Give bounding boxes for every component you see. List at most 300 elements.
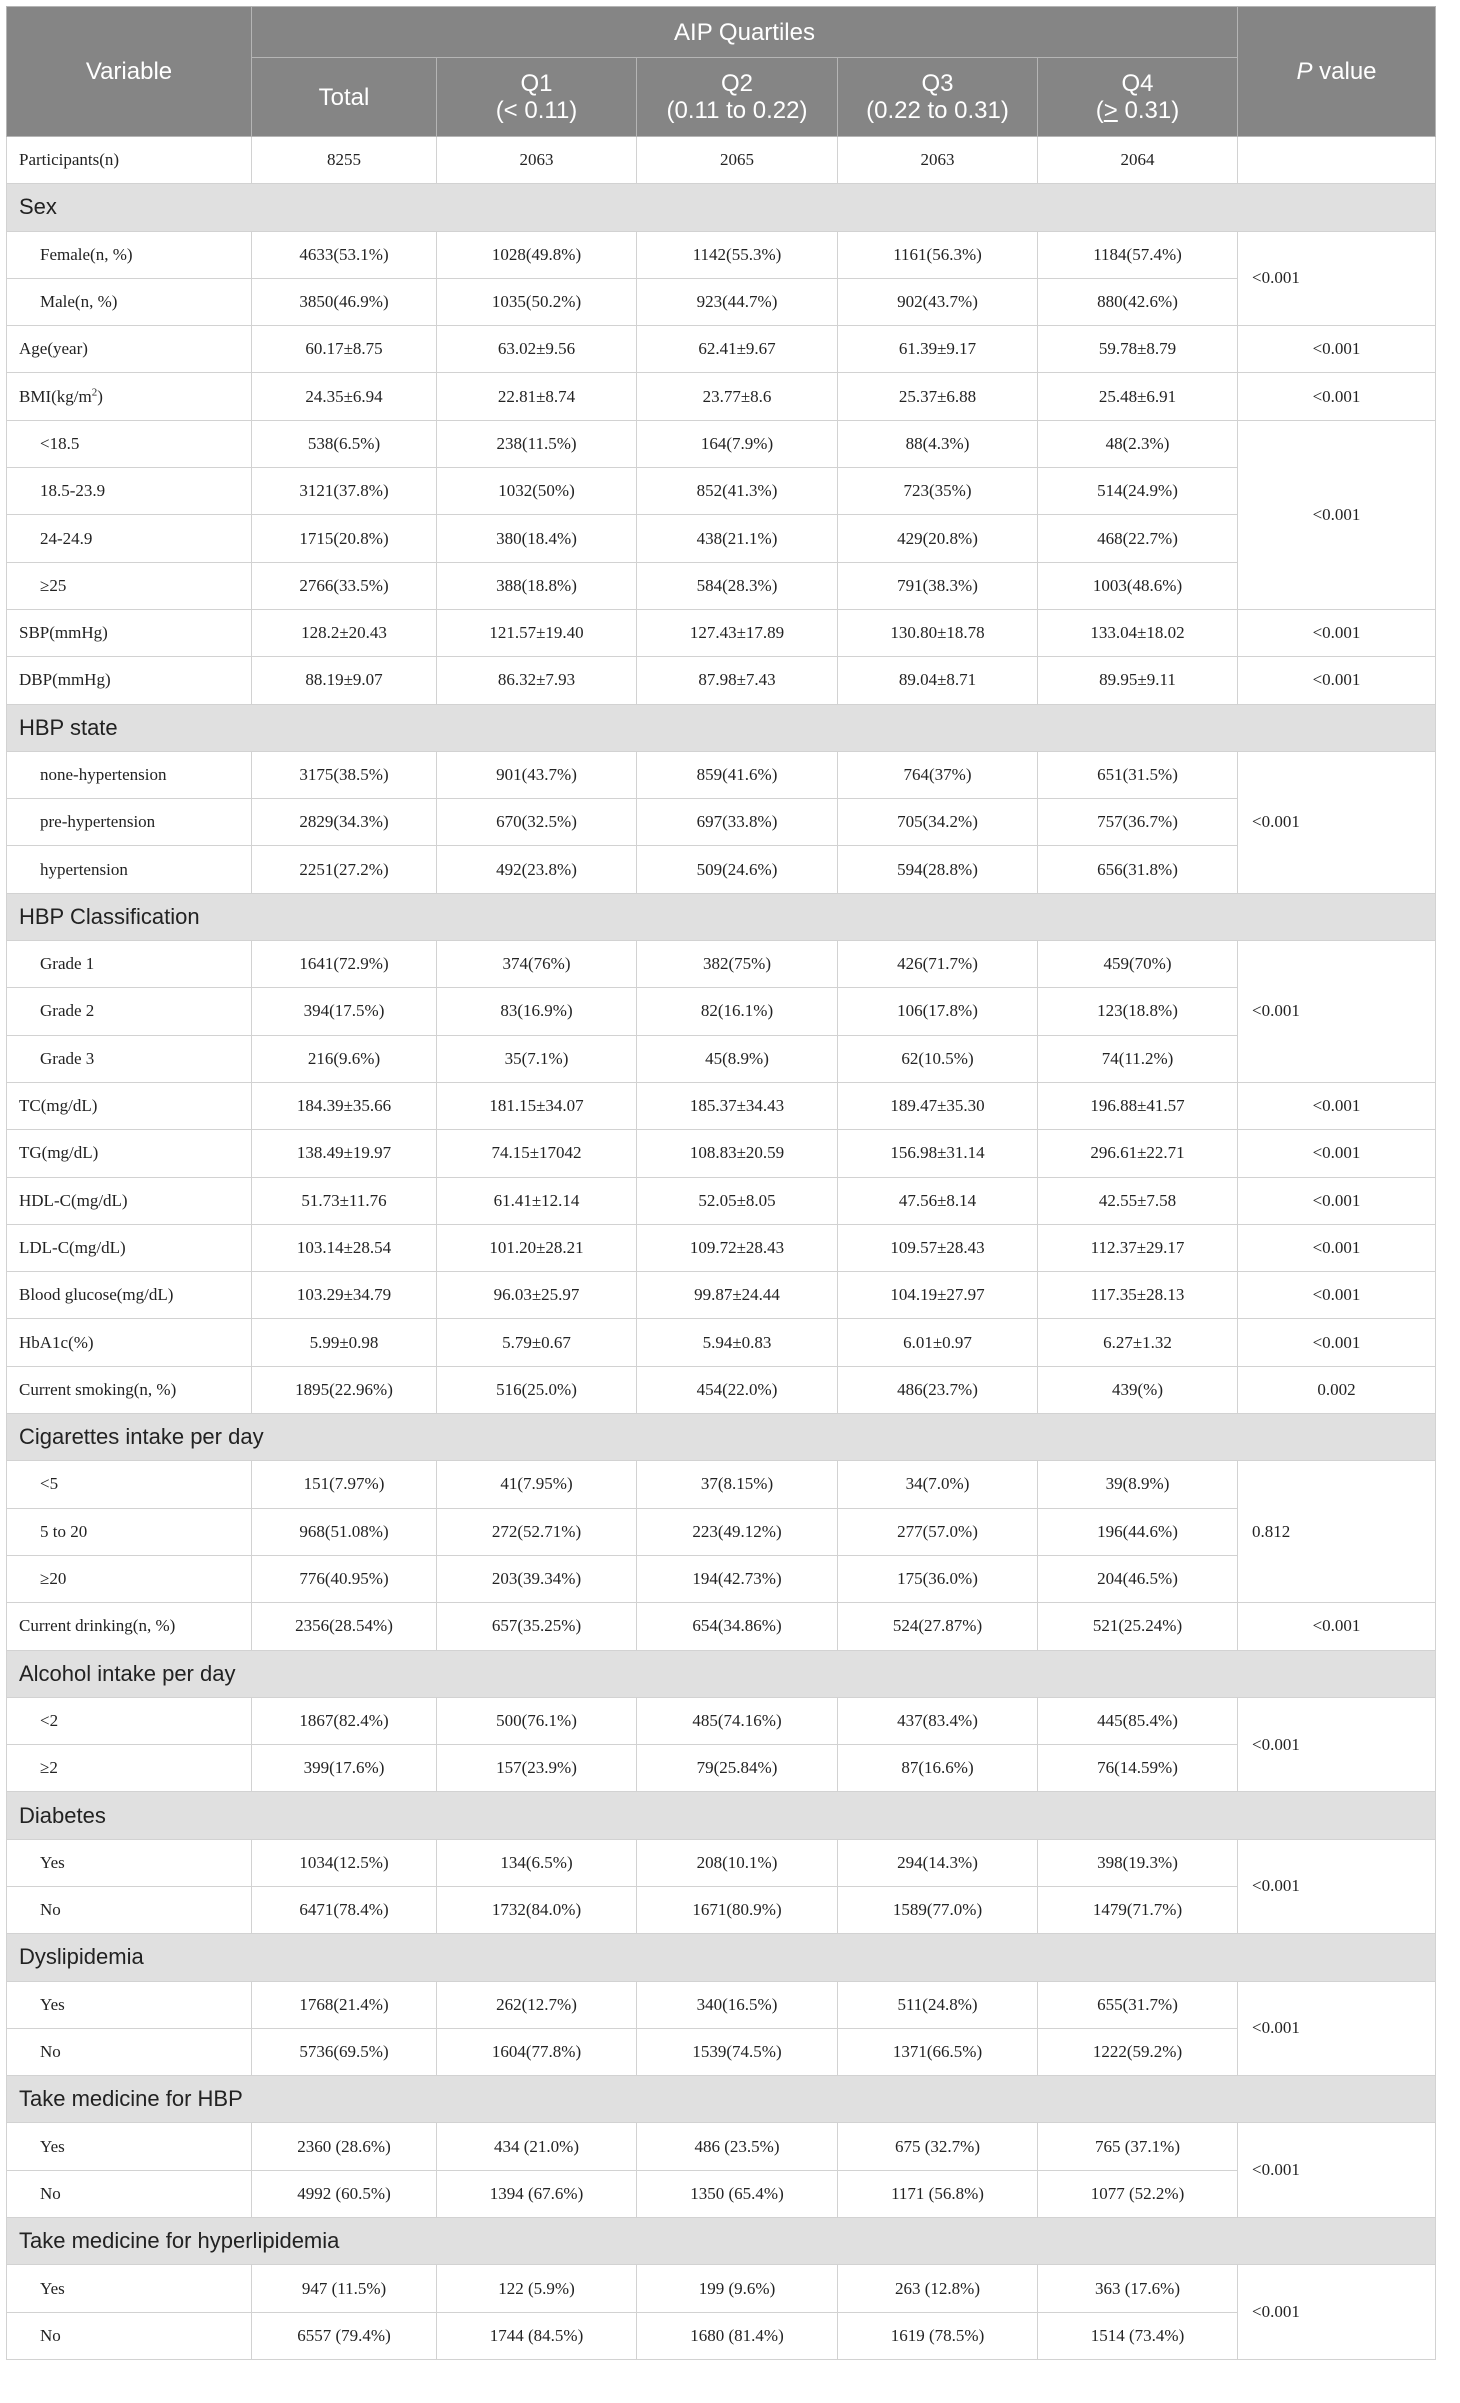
p-value: 0.002 — [1238, 1366, 1436, 1413]
section-title: Take medicine for hyperlipidemia — [7, 2218, 1436, 2265]
q3-value: 88(4.3%) — [838, 420, 1038, 467]
table-row — [7, 1981, 1436, 2028]
q1-value: 500(76.1%) — [437, 1697, 637, 1744]
table-row — [7, 1697, 1436, 1744]
total-value: 1715(20.8%) — [252, 515, 437, 562]
table-row — [7, 2312, 1436, 2359]
q3-value: 511(24.8%) — [838, 1981, 1038, 2028]
variable-label: Participants(n) — [7, 137, 252, 184]
q4-value: 1479(71.7%) — [1038, 1886, 1238, 1933]
q2-value: 194(42.73%) — [637, 1555, 838, 1602]
q3-value: 189.47±35.30 — [838, 1082, 1038, 1129]
q1-value: 74.15±17042 — [437, 1130, 637, 1177]
table-row — [7, 1272, 1436, 1319]
p-value: <0.001 — [1238, 2265, 1436, 2360]
q3-value: 1161(56.3%) — [838, 231, 1038, 278]
q3-value: 705(34.2%) — [838, 799, 1038, 846]
variable-label: 5 to 20 — [7, 1508, 252, 1555]
table-row — [7, 941, 1436, 988]
section-header-row — [7, 2218, 1436, 2265]
q4-value: 880(42.6%) — [1038, 278, 1238, 325]
q3-value: 106(17.8%) — [838, 988, 1038, 1035]
variable-label: <18.5 — [7, 420, 252, 467]
q4-value: 651(31.5%) — [1038, 751, 1238, 798]
q1-value: 272(52.71%) — [437, 1508, 637, 1555]
total-value: 103.29±34.79 — [252, 1272, 437, 1319]
q1-value: 492(23.8%) — [437, 846, 637, 893]
q2-value: 697(33.8%) — [637, 799, 838, 846]
q4-value: 6.27±1.32 — [1038, 1319, 1238, 1366]
q2-value: 1680 (81.4%) — [637, 2312, 838, 2359]
total-value: 151(7.97%) — [252, 1461, 437, 1508]
q2-value: 37(8.15%) — [637, 1461, 838, 1508]
table-row — [7, 2028, 1436, 2075]
total-value: 5736(69.5%) — [252, 2028, 437, 2075]
section-header-row — [7, 1792, 1436, 1839]
section-header-row — [7, 893, 1436, 940]
total-value: 184.39±35.66 — [252, 1082, 437, 1129]
q4-value: 1184(57.4%) — [1038, 231, 1238, 278]
variable-label: ≥25 — [7, 562, 252, 609]
variable-label: hypertension — [7, 846, 252, 893]
q1-value: 434 (21.0%) — [437, 2123, 637, 2170]
q1-value: 35(7.1%) — [437, 1035, 637, 1082]
q3-value: 426(71.7%) — [838, 941, 1038, 988]
total-value: 138.49±19.97 — [252, 1130, 437, 1177]
total-value: 394(17.5%) — [252, 988, 437, 1035]
p-value-header — [1238, 7, 1436, 137]
data-table — [6, 6, 1436, 2360]
q1-value: 41(7.95%) — [437, 1461, 637, 1508]
q1-value: 122 (5.9%) — [437, 2265, 637, 2312]
value-label: value — [1319, 58, 1377, 85]
q3-value: 6.01±0.97 — [838, 1319, 1038, 1366]
q2-value: 127.43±17.89 — [637, 609, 838, 656]
q1-value: 181.15±34.07 — [437, 1082, 637, 1129]
table-row — [7, 1745, 1436, 1792]
q4-value: 196.88±41.57 — [1038, 1082, 1238, 1129]
q2-value: 1350 (65.4%) — [637, 2170, 838, 2217]
variable-label: <5 — [7, 1461, 252, 1508]
variable-label: Grade 1 — [7, 941, 252, 988]
section-title: Cigarettes intake per day — [7, 1414, 1436, 1461]
p-value: <0.001 — [1238, 1272, 1436, 1319]
q2-value: 2065 — [637, 137, 838, 184]
p-value: <0.001 — [1238, 657, 1436, 704]
variable-label: Grade 3 — [7, 1035, 252, 1082]
variable-label: 18.5-23.9 — [7, 468, 252, 515]
total-value: 8255 — [252, 137, 437, 184]
q1-value: 516(25.0%) — [437, 1366, 637, 1413]
q2-value: 584(28.3%) — [637, 562, 838, 609]
q1-value: 121.57±19.40 — [437, 609, 637, 656]
variable-label: 24-24.9 — [7, 515, 252, 562]
variable-label: Yes — [7, 1981, 252, 2028]
variable-header: Variable — [7, 7, 252, 137]
q4-value: 765 (37.1%) — [1038, 2123, 1238, 2170]
q3-value: 156.98±31.14 — [838, 1130, 1038, 1177]
q3-header — [838, 58, 1038, 137]
table-row — [7, 137, 1436, 184]
table-row — [7, 1130, 1436, 1177]
q1-value: 1032(50%) — [437, 468, 637, 515]
q1-value: 86.32±7.93 — [437, 657, 637, 704]
p-value: <0.001 — [1238, 2123, 1436, 2218]
variable-label: pre-hypertension — [7, 799, 252, 846]
q4-value: 112.37±29.17 — [1038, 1224, 1238, 1271]
total-value: 24.35±6.94 — [252, 373, 437, 420]
total-value: 51.73±11.76 — [252, 1177, 437, 1224]
q1-value: 83(16.9%) — [437, 988, 637, 1035]
q3-value: 62(10.5%) — [838, 1035, 1038, 1082]
q2-value: 1142(55.3%) — [637, 231, 838, 278]
section-title: Take medicine for HBP — [7, 2076, 1436, 2123]
section-title: Dyslipidemia — [7, 1934, 1436, 1981]
variable-label: HDL-C(mg/dL) — [7, 1177, 252, 1224]
q2-value: 509(24.6%) — [637, 846, 838, 893]
q4-value: 655(31.7%) — [1038, 1981, 1238, 2028]
total-value: 2356(28.54%) — [252, 1603, 437, 1650]
total-value: 399(17.6%) — [252, 1745, 437, 1792]
q4-value: 445(85.4%) — [1038, 1697, 1238, 1744]
total-label: Total — [318, 83, 370, 111]
q4-value: 468(22.7%) — [1038, 515, 1238, 562]
q1-label: Q1 — [520, 70, 553, 97]
q2-value: 223(49.12%) — [637, 1508, 838, 1555]
q3-range: (0.22 to 0.31) — [866, 97, 1009, 124]
p-value: <0.001 — [1238, 1177, 1436, 1224]
q3-value: 902(43.7%) — [838, 278, 1038, 325]
variable-label: No — [7, 2028, 252, 2075]
q2-value: 62.41±9.67 — [637, 326, 838, 373]
q1-value: 1744 (84.5%) — [437, 2312, 637, 2359]
table-row — [7, 609, 1436, 656]
p-value: <0.001 — [1238, 420, 1436, 609]
q1-value: 96.03±25.97 — [437, 1272, 637, 1319]
total-value: 2829(34.3%) — [252, 799, 437, 846]
total-header — [252, 58, 437, 137]
q2-value: 99.87±24.44 — [637, 1272, 838, 1319]
table-row — [7, 846, 1436, 893]
baseline-characteristics-table — [6, 6, 1435, 2360]
total-value: 6557 (79.4%) — [252, 2312, 437, 2359]
p-value: <0.001 — [1238, 231, 1436, 326]
q3-value: 524(27.87%) — [838, 1603, 1038, 1650]
q2-value: 79(25.84%) — [637, 1745, 838, 1792]
q4-value: 656(31.8%) — [1038, 846, 1238, 893]
q2-value: 164(7.9%) — [637, 420, 838, 467]
q3-value: 104.19±27.97 — [838, 1272, 1038, 1319]
q4-value: 89.95±9.11 — [1038, 657, 1238, 704]
table-row — [7, 468, 1436, 515]
variable-label: ≥2 — [7, 1745, 252, 1792]
variable-label: No — [7, 2170, 252, 2217]
q3-value: 1589(77.0%) — [838, 1886, 1038, 1933]
table-row — [7, 1366, 1436, 1413]
p-value: <0.001 — [1238, 1319, 1436, 1366]
p-value: <0.001 — [1238, 1224, 1436, 1271]
section-title: HBP state — [7, 704, 1436, 751]
q2-value: 1671(80.9%) — [637, 1886, 838, 1933]
q4-value: 1077 (52.2%) — [1038, 2170, 1238, 2217]
p-value: <0.001 — [1238, 609, 1436, 656]
total-value: 1867(82.4%) — [252, 1697, 437, 1744]
table-row — [7, 988, 1436, 1035]
total-value: 538(6.5%) — [252, 420, 437, 467]
q4-header — [1038, 58, 1238, 137]
q2-header — [637, 58, 838, 137]
q4-value: 1003(48.6%) — [1038, 562, 1238, 609]
table-row — [7, 420, 1436, 467]
q2-value: 108.83±20.59 — [637, 1130, 838, 1177]
total-value: 128.2±20.43 — [252, 609, 437, 656]
q1-value: 61.41±12.14 — [437, 1177, 637, 1224]
section-title: Diabetes — [7, 1792, 1436, 1839]
q3-value: 263 (12.8%) — [838, 2265, 1038, 2312]
q3-value: 1171 (56.8%) — [838, 2170, 1038, 2217]
section-header-row — [7, 1934, 1436, 1981]
table-row — [7, 2170, 1436, 2217]
q2-value: 208(10.1%) — [637, 1839, 838, 1886]
q2-value: 486 (23.5%) — [637, 2123, 838, 2170]
q1-value: 262(12.7%) — [437, 1981, 637, 2028]
q4-value: 439(%) — [1038, 1366, 1238, 1413]
total-value: 216(9.6%) — [252, 1035, 437, 1082]
q4-value: 398(19.3%) — [1038, 1839, 1238, 1886]
table-row — [7, 1555, 1436, 1602]
variable-label: Grade 2 — [7, 988, 252, 1035]
total-value: 6471(78.4%) — [252, 1886, 437, 1933]
q1-header — [437, 58, 637, 137]
total-value: 4633(53.1%) — [252, 231, 437, 278]
table-row — [7, 1035, 1436, 1082]
section-header-row — [7, 2076, 1436, 2123]
variable-label: SBP(mmHg) — [7, 609, 252, 656]
q4-value: 204(46.5%) — [1038, 1555, 1238, 1602]
section-title: Sex — [7, 184, 1436, 231]
variable-label: Blood glucose(mg/dL) — [7, 1272, 252, 1319]
variable-label: Age(year) — [7, 326, 252, 373]
q1-value: 5.79±0.67 — [437, 1319, 637, 1366]
total-value: 1034(12.5%) — [252, 1839, 437, 1886]
q2-value: 52.05±8.05 — [637, 1177, 838, 1224]
q1-value: 134(6.5%) — [437, 1839, 637, 1886]
q2-value: 5.94±0.83 — [637, 1319, 838, 1366]
q4-value: 2064 — [1038, 137, 1238, 184]
q2-value: 1539(74.5%) — [637, 2028, 838, 2075]
p-value: <0.001 — [1238, 1981, 1436, 2076]
q1-value: 157(23.9%) — [437, 1745, 637, 1792]
section-header-row — [7, 1650, 1436, 1697]
q4-value: 117.35±28.13 — [1038, 1272, 1238, 1319]
q2-value: 654(34.86%) — [637, 1603, 838, 1650]
q2-value: 23.77±8.6 — [637, 373, 838, 420]
variable-label: Current drinking(n, %) — [7, 1603, 252, 1650]
total-value: 2251(27.2%) — [252, 846, 437, 893]
total-value: 103.14±28.54 — [252, 1224, 437, 1271]
q1-value: 380(18.4%) — [437, 515, 637, 562]
q3-value: 486(23.7%) — [838, 1366, 1038, 1413]
q3-value: 675 (32.7%) — [838, 2123, 1038, 2170]
q2-value: 485(74.16%) — [637, 1697, 838, 1744]
table-row — [7, 562, 1436, 609]
q3-value: 429(20.8%) — [838, 515, 1038, 562]
p-value: <0.001 — [1238, 1603, 1436, 1650]
total-value: 947 (11.5%) — [252, 2265, 437, 2312]
total-value: 2766(33.5%) — [252, 562, 437, 609]
variable-label: Yes — [7, 2265, 252, 2312]
q3-value: 594(28.8%) — [838, 846, 1038, 893]
section-header-row — [7, 704, 1436, 751]
table-row — [7, 231, 1436, 278]
table-row — [7, 515, 1436, 562]
q4-value: 1514 (73.4%) — [1038, 2312, 1238, 2359]
q3-value: 130.80±18.78 — [838, 609, 1038, 656]
q3-value: 723(35%) — [838, 468, 1038, 515]
q3-value: 1619 (78.5%) — [838, 2312, 1038, 2359]
q4-value: 196(44.6%) — [1038, 1508, 1238, 1555]
q3-value: 25.37±6.88 — [838, 373, 1038, 420]
table-row — [7, 751, 1436, 798]
total-value: 968(51.08%) — [252, 1508, 437, 1555]
q2-value: 199 (9.6%) — [637, 2265, 838, 2312]
p-italic: P — [1296, 58, 1313, 85]
q3-value: 109.57±28.43 — [838, 1224, 1038, 1271]
total-value: 776(40.95%) — [252, 1555, 437, 1602]
q3-value: 87(16.6%) — [838, 1745, 1038, 1792]
q2-value: 859(41.6%) — [637, 751, 838, 798]
q1-range: (< 0.11) — [495, 97, 578, 124]
table-header — [7, 7, 1436, 137]
variable-label: TG(mg/dL) — [7, 1130, 252, 1177]
table-row — [7, 1461, 1436, 1508]
q3-value: 437(83.4%) — [838, 1697, 1038, 1744]
aip-quartiles-header: AIP Quartiles — [252, 7, 1238, 58]
q3-value: 89.04±8.71 — [838, 657, 1038, 704]
variable-label: HbA1c(%) — [7, 1319, 252, 1366]
q1-value: 63.02±9.56 — [437, 326, 637, 373]
q4-value: 363 (17.6%) — [1038, 2265, 1238, 2312]
table-row — [7, 1319, 1436, 1366]
q1-value: 657(35.25%) — [437, 1603, 637, 1650]
variable-label: Yes — [7, 1839, 252, 1886]
total-value: 1768(21.4%) — [252, 1981, 437, 2028]
q3-value: 294(14.3%) — [838, 1839, 1038, 1886]
table-row — [7, 278, 1436, 325]
q1-value: 374(76%) — [437, 941, 637, 988]
q4-value: 74(11.2%) — [1038, 1035, 1238, 1082]
q3-label: Q3 — [921, 70, 954, 97]
table-row — [7, 1177, 1436, 1224]
q2-value: 185.37±34.43 — [637, 1082, 838, 1129]
variable-label: No — [7, 1886, 252, 1933]
q2-label: Q2 — [720, 70, 753, 97]
p-value: <0.001 — [1238, 941, 1436, 1083]
table-row — [7, 2265, 1436, 2312]
variable-label: Current smoking(n, %) — [7, 1366, 252, 1413]
q4-value: 59.78±8.79 — [1038, 326, 1238, 373]
q1-value: 22.81±8.74 — [437, 373, 637, 420]
q2-value: 87.98±7.43 — [637, 657, 838, 704]
variable-label: TC(mg/dL) — [7, 1082, 252, 1129]
total-value: 60.17±8.75 — [252, 326, 437, 373]
p-value: <0.001 — [1238, 1130, 1436, 1177]
p-value — [1238, 137, 1436, 184]
q2-value: 923(44.7%) — [637, 278, 838, 325]
q3-value: 175(36.0%) — [838, 1555, 1038, 1602]
total-value: 3121(37.8%) — [252, 468, 437, 515]
q4-value: 514(24.9%) — [1038, 468, 1238, 515]
section-header-row — [7, 184, 1436, 231]
variable-label: Female(n, %) — [7, 231, 252, 278]
variable-label: Yes — [7, 2123, 252, 2170]
q3-value: 34(7.0%) — [838, 1461, 1038, 1508]
q1-value: 2063 — [437, 137, 637, 184]
q2-value: 382(75%) — [637, 941, 838, 988]
table-row — [7, 373, 1436, 420]
total-value: 4992 (60.5%) — [252, 2170, 437, 2217]
table-body — [7, 137, 1436, 2360]
table-row — [7, 799, 1436, 846]
q4-value: 1222(59.2%) — [1038, 2028, 1238, 2075]
variable-label: none-hypertension — [7, 751, 252, 798]
table-row — [7, 1082, 1436, 1129]
q3-value: 277(57.0%) — [838, 1508, 1038, 1555]
table-row — [7, 1839, 1436, 1886]
q3-value: 791(38.3%) — [838, 562, 1038, 609]
total-value: 5.99±0.98 — [252, 1319, 437, 1366]
table-row — [7, 1508, 1436, 1555]
variable-label: No — [7, 2312, 252, 2359]
q1-value: 238(11.5%) — [437, 420, 637, 467]
q4-value: 133.04±18.02 — [1038, 609, 1238, 656]
p-value: <0.001 — [1238, 1082, 1436, 1129]
q1-value: 203(39.34%) — [437, 1555, 637, 1602]
table-row — [7, 1224, 1436, 1271]
table-row — [7, 2123, 1436, 2170]
q4-value: 521(25.24%) — [1038, 1603, 1238, 1650]
total-value: 1895(22.96%) — [252, 1366, 437, 1413]
total-value: 1641(72.9%) — [252, 941, 437, 988]
total-value: 88.19±9.07 — [252, 657, 437, 704]
section-title: HBP Classification — [7, 893, 1436, 940]
q2-value: 45(8.9%) — [637, 1035, 838, 1082]
q4-label: Q4 — [1121, 70, 1154, 97]
q1-value: 1604(77.8%) — [437, 2028, 637, 2075]
q3-value: 2063 — [838, 137, 1038, 184]
q1-value: 1732(84.0%) — [437, 1886, 637, 1933]
table-row — [7, 1886, 1436, 1933]
q2-value: 454(22.0%) — [637, 1366, 838, 1413]
q4-value: 48(2.3%) — [1038, 420, 1238, 467]
variable-label: DBP(mmHg) — [7, 657, 252, 704]
q4-value: 757(36.7%) — [1038, 799, 1238, 846]
q1-value: 1028(49.8%) — [437, 231, 637, 278]
q3-value: 47.56±8.14 — [838, 1177, 1038, 1224]
q4-value: 39(8.9%) — [1038, 1461, 1238, 1508]
total-value: 3175(38.5%) — [252, 751, 437, 798]
table-row — [7, 1603, 1436, 1650]
q4-value: 25.48±6.91 — [1038, 373, 1238, 420]
q2-value: 340(16.5%) — [637, 1981, 838, 2028]
total-value: 3850(46.9%) — [252, 278, 437, 325]
q4-value: 459(70%) — [1038, 941, 1238, 988]
total-value: 2360 (28.6%) — [252, 2123, 437, 2170]
section-header-row — [7, 1414, 1436, 1461]
q2-value: 438(21.1%) — [637, 515, 838, 562]
q4-value: 76(14.59%) — [1038, 1745, 1238, 1792]
q2-range: (0.11 to 0.22) — [666, 97, 808, 124]
